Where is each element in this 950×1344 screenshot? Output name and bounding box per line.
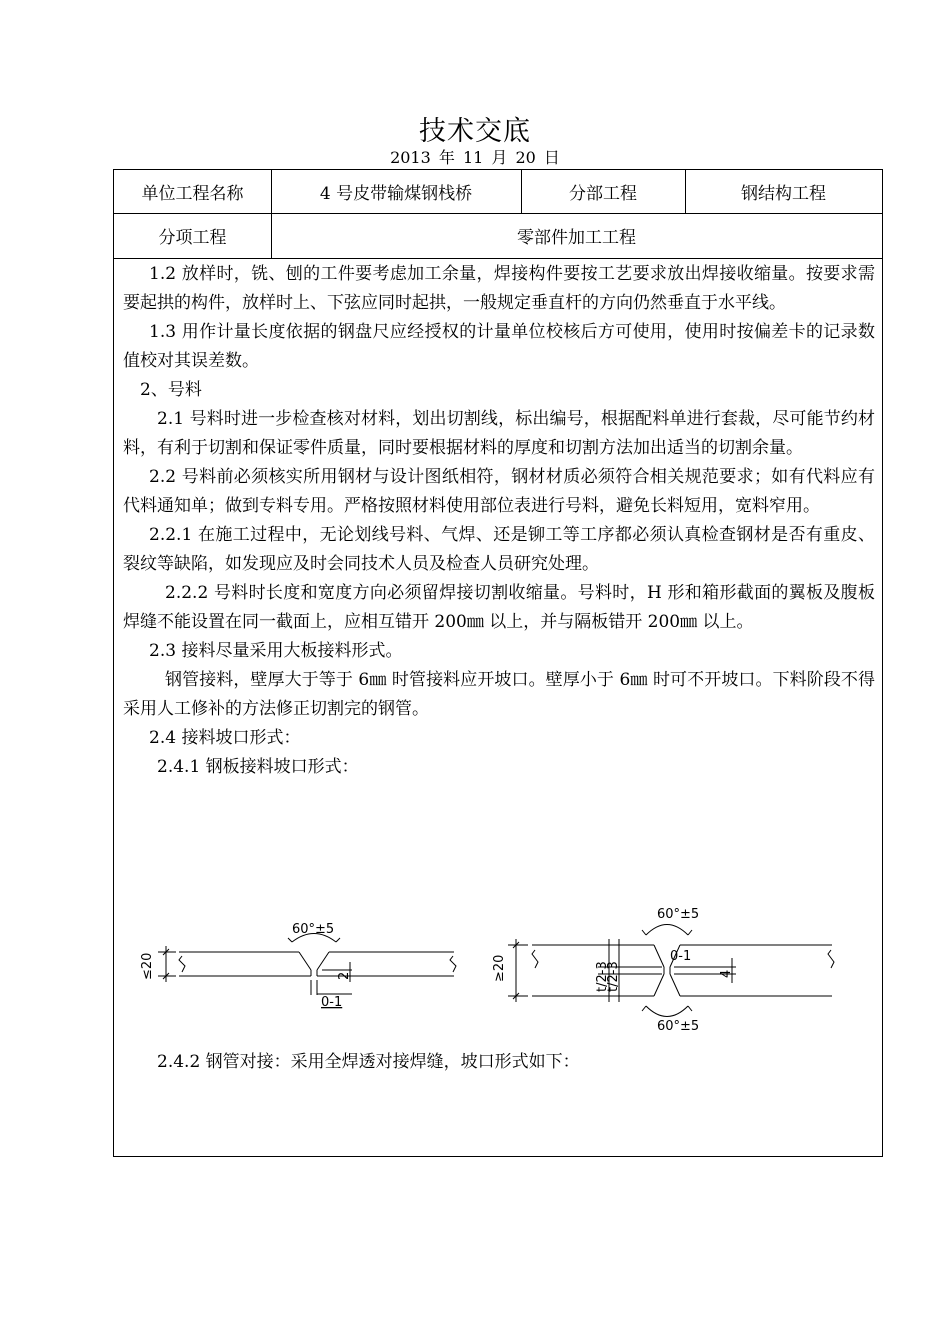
right-thickness-label: ≥20 [492,954,507,982]
section-heading-2: 2、号料 [140,380,202,400]
single-v-groove-diagram [158,934,456,996]
paragraph-steel-pipe: 钢管接料，壁厚大于等于 6㎜ 时管接料应开坡口。壁厚小于 6㎜ 时可不开坡口。下料阶段不得采用人工修补的方法修正切割完的钢管。 [123,670,875,719]
document-date: 2013 年 11 月 20 日 [390,148,560,167]
weld-groove-diagrams [114,170,881,1155]
right-depth-label-outer: t/2-3 [595,961,610,992]
paragraph-2-4-2: 2.4.2 钢管对接：采用全焊透对接焊缝，坡口形式如下： [157,1052,580,1072]
left-thickness-label: ≤20 [140,952,155,980]
unit-project-value: 4 号皮带输煤钢栈桥 [319,184,473,204]
left-root-face-label: 2 [337,971,352,980]
right-depth-label-inner: t/2-3 [606,961,621,992]
paragraph-1-3: 1.3 用作计量长度依据的钢盘尺应经授权的计量单位校核后方可使用，使用时按偏差卡的记录数值校对其误差数。 [123,322,875,371]
right-gap-label: 0-1 [670,949,692,964]
unit-project-label: 单位工程名称 [141,184,244,204]
disclosure-body-after [123,1048,875,1077]
left-groove-angle-label: 60°±5 [292,922,335,937]
document-title: 技术交底 [419,116,531,147]
paragraph-2-2-2: 2.2.2 号料时长度和宽度方向必须留焊接切割收缩量。号料时，H 形和箱形截面的翼板及腹板焊缝不能设置在同一截面上，应相互错开 200㎜ 以上，并与隔板错开 200㎜ 以上。 [123,583,875,632]
paragraph-2-3: 2.3 接料尽量采用大板接料形式。 [149,641,403,661]
paragraph-2-4: 2.4 接料坡口形式： [149,728,301,748]
left-gap-label: 0-1 [321,995,343,1010]
sub-item-value: 零部件加工工程 [517,228,636,248]
right-root-face-label: 4 [719,969,734,978]
division-value: 钢结构工程 [741,184,826,204]
paragraph-1-2: 1.2 放样时，铣、刨的工件要考虑加工余量，焊接构件要按工艺要求放出焊接收缩量。按要求需要起拱的构件，放样时上、下弦应同时起拱，一般规定垂直杆的方向仍然垂直于水平线。 [123,264,875,313]
disclosure-form [113,169,883,1157]
sub-item-label: 分项工程 [158,228,227,248]
right-groove-angle-top-label: 60°±5 [657,907,700,922]
paragraph-2-2: 2.2 号料前必须核实所用钢材与设计图纸相符，钢材材质必须符合相关规范要求；如有代料应有代料通知单；做到专料专用。严格按照材料使用部位表进行号料，避免长料短用，宽料窄用。 [123,467,875,516]
paragraph-2-2-1: 2.2.1 在施工过程中，无论划线号料、气焊、还是铆工等工序都必须认真检查钢材是否有重皮、裂纹等缺陷，如发现应及时会同技术人员及检查人员研究处理。 [123,525,875,574]
right-groove-angle-bottom-label: 60°±5 [657,1019,700,1034]
double-v-groove-diagram [508,925,834,1017]
paragraph-2-4-1: 2.4.1 钢板接料坡口形式： [157,757,359,777]
division-label: 分部工程 [569,184,637,204]
paragraph-2-1: 2.1 号料时进一步检查核对材料，划出切割线，标出编号，根据配料单进行套裁，尽可能节约材料，有利于切割和保证零件质量，同时要根据材料的厚度和切割方法加出适当的切割余量。 [123,409,875,458]
